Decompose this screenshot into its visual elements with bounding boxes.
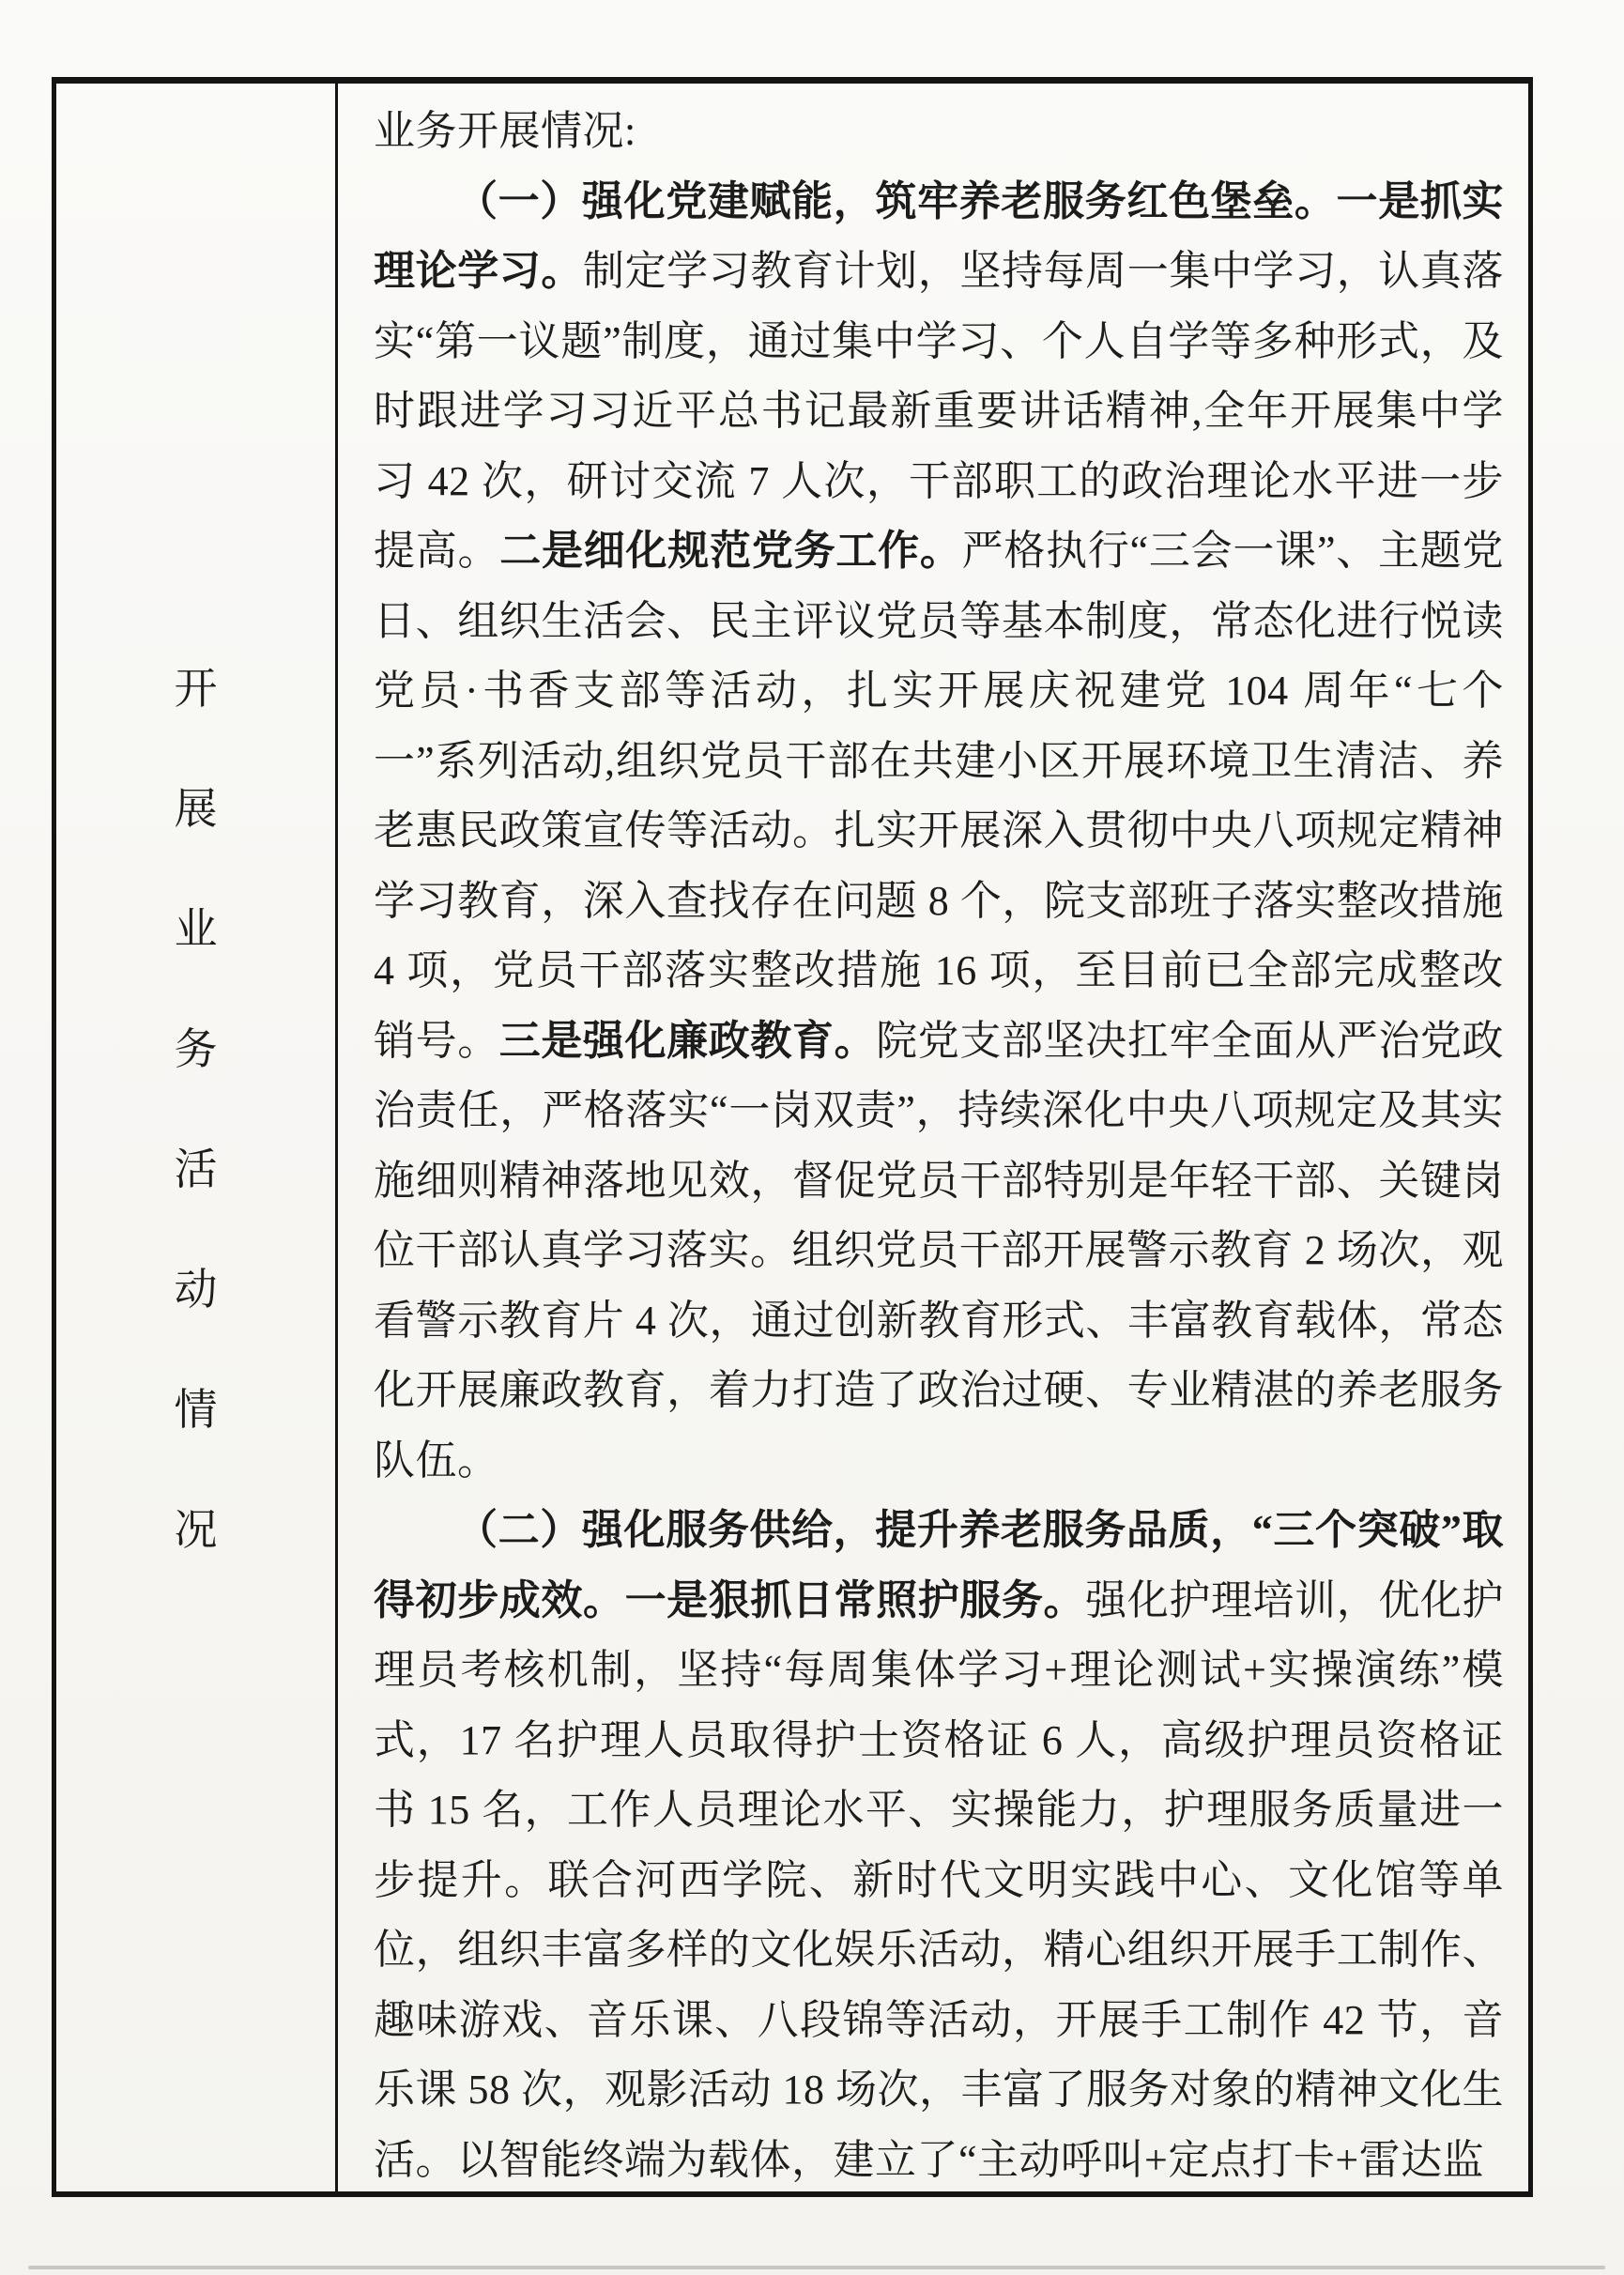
header-char: 情	[174, 1385, 218, 1434]
header-char: 务	[174, 1024, 218, 1073]
report-table	[52, 77, 1533, 2197]
text-segment: 院党支部坚决扛牢全面从严治党政治责任，严格落实“一岗双责”，持续深化中央八项规定及其实施细则精神落地见效，督促党员干部特别是年轻干部、关键岗位干部认真学习落实。组织党员干部开展警示教育 2 场次，观看警示教育片 4 次，通过创新教育形式、丰富教育载体，常态化开展廉政教育，着力打造了政治过硬、专业精湛的养老服务队伍。	[374, 1017, 1505, 1483]
paragraph-service-supply	[374, 1496, 1504, 2191]
emphasis-text-segment: 二是细化规范党务工作。	[499, 528, 962, 574]
header-char: 动	[174, 1265, 218, 1314]
row-header-cell	[56, 84, 338, 2191]
emphasis-text-segment: （一）强化党建赋能，筑牢养老服务红色堡垒。一是抓实理论学习。	[374, 177, 1504, 294]
paragraph-party-building	[374, 167, 1504, 1497]
scan-artifact-streak	[28, 2266, 1605, 2269]
header-char: 况	[174, 1505, 218, 1554]
text-segment: 严格执行“三会一课”、主题党日、组织生活会、民主评议党员等基本制度，常态化进行悦读党员·书香支部等活动，扎实开展庆祝建党 104 周年“七个一”系列活动,组织党员干部在共建小区开展环境卫生清洁、养老惠民政策宣传等活动。扎实开展深入贯彻中央八项规定精神学习教育，深入查找存在问题 8 个，院支部班子落实整改措施 4 项，党员干部落实整改措施 16 项，至目前已全部完成整改销号。	[374, 528, 1505, 1064]
header-char: 开	[174, 664, 218, 713]
text-segment: 制定学习教育计划，坚持每周一集中学习，认真落实“第一议题”制度，通过集中学习、个人自学等多种形式，及时跟进学习习近平总书记最新重要讲话精神,全年开展集中学习 42 次，研讨交流 7 人次，干部职工的政治理论水平进一步提高。	[374, 248, 1505, 574]
header-char: 活	[174, 1145, 218, 1193]
text-segment: 强化护理培训，优化护理员考核机制，坚持“每周集体学习+理论测试+实操演练”模式，17 名护理人员取得护士资格证 6 人，高级护理员资格证书 15 名，工作人员理论水平、实操能力，护理服务质量进一步提升。联合河西学院、新时代文明实践中心、文化馆等单位，组织丰富多样的文化娱乐活动，精心组织开展手工制作、趣味游戏、音乐课、八段锦等活动，开展手工制作 42 节，音乐课 58 次，观影活动 18 场次，丰富了服务对象的精神文化生活。以智能终端为载体，建立了“主动呼叫+定点打卡+雷达监	[374, 1576, 1505, 2183]
header-char: 展	[174, 784, 218, 833]
emphasis-text-segment: （二）强化服务供给，提升养老服务品质，“三个突破”取得初步成效。一是狠抓日常照护服务。	[374, 1507, 1504, 1623]
row-header-vertical-text	[174, 664, 218, 1554]
row-body-cell	[338, 84, 1528, 2191]
section-intro-line: 业务开展情况:	[374, 108, 636, 154]
emphasis-text-segment: 三是强化廉政教育。	[498, 1017, 877, 1064]
header-char: 业	[174, 904, 218, 953]
